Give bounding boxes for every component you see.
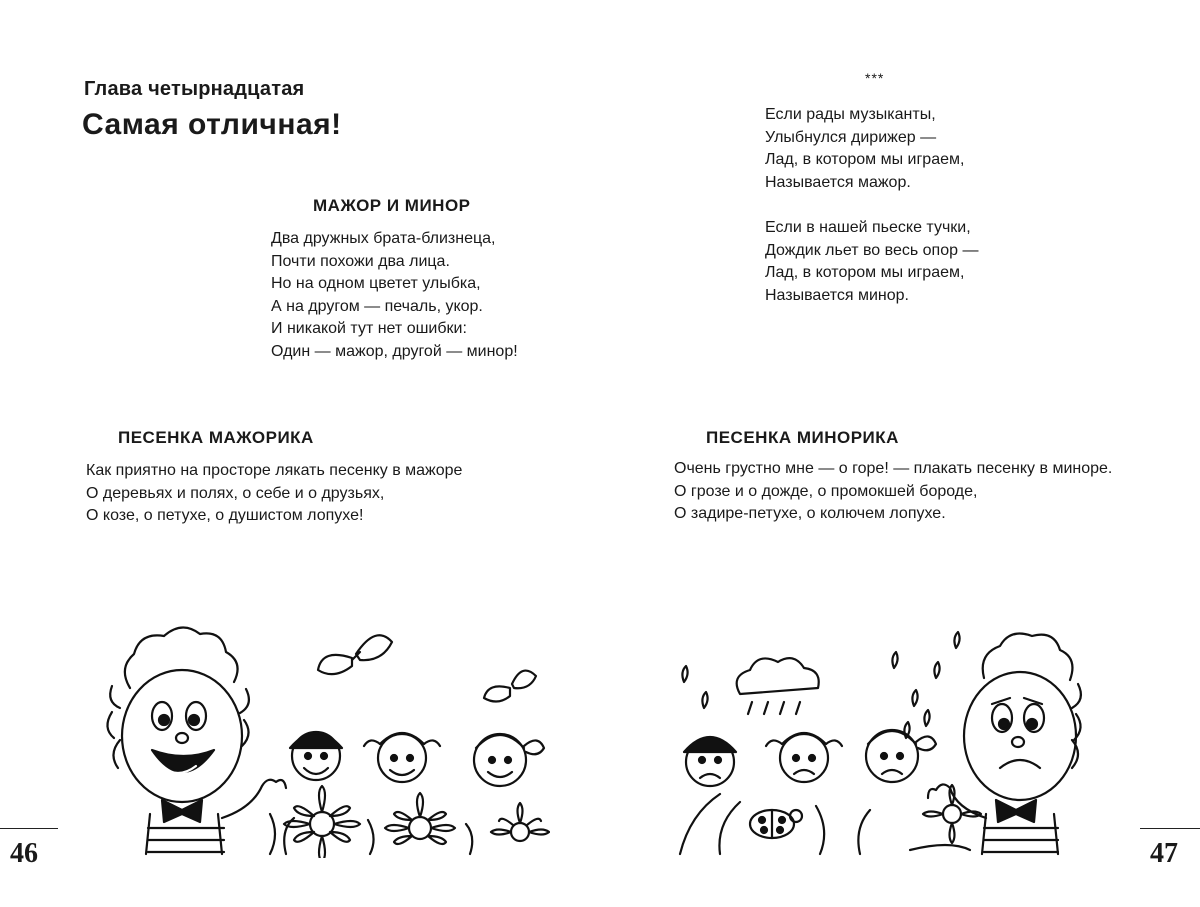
stanza-major <box>765 104 978 194</box>
happy-kid-icon <box>290 732 342 780</box>
butterfly-icon <box>484 671 536 702</box>
verse-line: И никакой тут нет ошибки: <box>271 320 467 337</box>
verse-line: Два дружных брата-близнеца, <box>271 230 496 247</box>
page-rule-left <box>0 828 58 829</box>
verse-line: Как приятно на просторе лякать песенку в мажоре <box>86 462 463 479</box>
happy-scene-illustration <box>90 618 550 858</box>
verse-line: Если рады музыканты, <box>765 106 936 123</box>
page-number-left: 46 <box>10 838 38 869</box>
poem-title-majorik-song: ПЕСЕНКА МАЖОРИКА <box>118 428 314 447</box>
verse-line: Улыбнулся дирижер — <box>765 128 937 146</box>
poem-modes <box>765 104 978 307</box>
ladybug-icon <box>750 810 802 838</box>
right-page <box>600 0 1200 907</box>
sad-kid-icon <box>766 733 842 782</box>
verse-line: О грозе и о дожде, о промокшей бороде, <box>674 482 978 500</box>
verse-line: Лад, в котором мы играем, <box>765 151 965 168</box>
verse-line: О деревьях и полях, о себе и о друзьях, <box>86 484 385 502</box>
verse-line: А на другом — печаль, укор. <box>271 297 483 315</box>
poem-minorik-song <box>674 458 1112 526</box>
page-number-right: 47 <box>1150 838 1178 869</box>
daisy-flower-icon <box>385 793 455 844</box>
daisy-flower-icon <box>491 803 549 841</box>
verse-line: О задире-петухе, о колючем лопухе. <box>674 505 946 522</box>
major-character-icon <box>107 627 286 854</box>
verse-line: Почти похожи два лица. <box>271 252 450 270</box>
chapter-title: Самая отличная! <box>82 108 342 141</box>
verse-line: Если в нашей пьеске тучки, <box>765 219 971 236</box>
sad-scene-illustration <box>660 618 1100 858</box>
minor-character-icon <box>928 634 1081 854</box>
verse-line: Но на одном цветет улыбка, <box>271 275 481 292</box>
butterfly-icon <box>318 635 392 674</box>
poem-title-minorik-song: ПЕСЕНКА МИНОРИКА <box>706 428 899 447</box>
sad-kid-icon <box>866 730 936 782</box>
section-separator: *** <box>865 70 885 86</box>
happy-kid-icon <box>364 733 440 782</box>
page-rule-right <box>1140 828 1200 829</box>
verse-line: Один — мажор, другой — минор! <box>271 342 518 360</box>
chapter-label: Глава четырнадцатая <box>84 78 305 100</box>
verse-line: Называется мажор. <box>765 173 911 191</box>
daisy-flower-icon <box>284 786 360 858</box>
sad-kid-icon <box>684 737 736 786</box>
happy-kid-icon <box>474 734 544 786</box>
verse-line: Очень грустно мне — о горе! — плакать песенку в миноре. <box>674 460 1113 477</box>
poem-major-minor <box>271 228 518 363</box>
verse-line: Лад, в котором мы играем, <box>765 264 965 281</box>
rain-cloud-icon <box>737 658 819 714</box>
verse-line: О козе, о петухе, о душистом лопухе! <box>86 507 364 524</box>
rain-drops-icon <box>682 632 959 738</box>
poem-majorik-song <box>86 460 462 528</box>
verse-line: Называется минор. <box>765 286 909 304</box>
stanza-minor <box>765 217 978 307</box>
verse-line: Дождик льет во весь опор — <box>765 241 979 259</box>
poem-title-major-minor: МАЖОР И МИНОР <box>313 196 471 215</box>
